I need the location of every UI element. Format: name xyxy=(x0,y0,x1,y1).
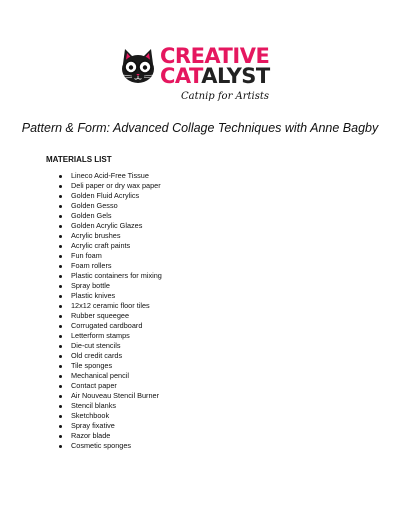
list-item: Contact paper xyxy=(58,381,162,391)
list-item: Plastic knives xyxy=(58,291,162,301)
list-item: Air Nouveau Stencil Burner xyxy=(58,391,162,401)
creative-catalyst-logo xyxy=(120,46,285,108)
list-item: Corrugated cardboard xyxy=(58,321,162,331)
list-item: 12x12 ceramic floor tiles xyxy=(58,301,162,311)
logo-wordmark-cat: CAT xyxy=(160,64,202,88)
list-item: Cosmetic sponges xyxy=(58,441,162,451)
list-item: Golden Fluid Acrylics xyxy=(58,191,162,201)
list-item: Plastic containers for mixing xyxy=(58,271,162,281)
list-item: Razor blade xyxy=(58,431,162,441)
logo-tagline: Catnip for Artists xyxy=(181,91,270,102)
list-item: Stencil blanks xyxy=(58,401,162,411)
materials-list xyxy=(58,171,162,451)
logo-wordmark-creative: CREATIVE xyxy=(160,44,270,68)
list-item: Fun foam xyxy=(58,251,162,261)
list-item: Acrylic craft paints xyxy=(58,241,162,251)
list-item: Die-cut stencils xyxy=(58,341,162,351)
list-item: Golden Gels xyxy=(58,211,162,221)
list-item: Sketchbook xyxy=(58,411,162,421)
list-item: Old credit cards xyxy=(58,351,162,361)
list-item: Foam rollers xyxy=(58,261,162,271)
logo-wordmark-catalyst xyxy=(160,66,270,87)
logo-wordmark-alyst: ALYST xyxy=(201,64,270,88)
list-item: Spray fixative xyxy=(58,421,162,431)
list-item: Mechanical pencil xyxy=(58,371,162,381)
list-item: Letterform stamps xyxy=(58,331,162,341)
materials-list-heading: MATERIALS LIST xyxy=(46,155,112,164)
list-item: Lineco Acid-Free Tissue xyxy=(58,171,162,181)
cat-with-glasses-icon xyxy=(120,48,156,86)
list-item: Tile sponges xyxy=(58,361,162,371)
list-item: Rubber squeegee xyxy=(58,311,162,321)
document-title: Pattern & Form: Advanced Collage Techniques with Anne Bagby xyxy=(21,121,379,135)
list-item: Golden Acrylic Glazes xyxy=(58,221,162,231)
list-item: Spray bottle xyxy=(58,281,162,291)
list-item: Deli paper or dry wax paper xyxy=(58,181,162,191)
list-item: Acrylic brushes xyxy=(58,231,162,241)
list-item: Golden Gesso xyxy=(58,201,162,211)
